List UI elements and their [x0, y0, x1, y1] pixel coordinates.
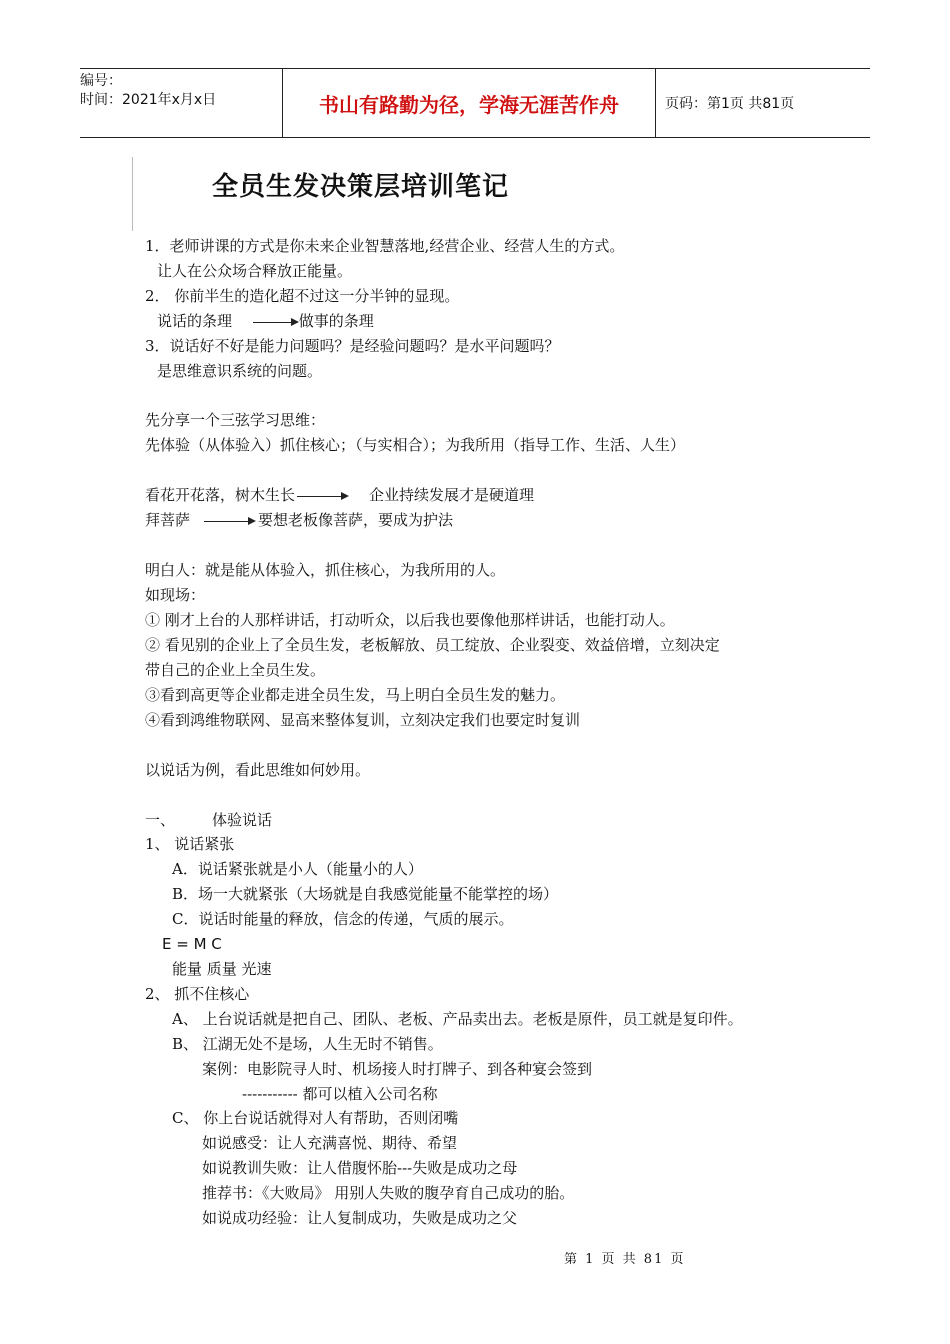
text-line: 如说教训失败：让人借腹怀胎---失败是成功之母 [202, 1159, 518, 1177]
text-line: 让人在公众场合释放正能量。 [157, 262, 353, 280]
section-number: 一、 [145, 811, 176, 829]
arrow-left-text: 说话的条理 [157, 312, 233, 330]
page-footer: 第 1 页 共 81 页 [564, 1252, 686, 1267]
arrow-right-text: 企业持续发展才是硬道理 [369, 486, 535, 504]
title-margin-bar [132, 157, 133, 231]
text-line: 1、 说话紧张 [145, 835, 235, 853]
text-line: 先分享一个三弦学习思维： [145, 411, 326, 429]
text-line: ② 看见别的企业上了全员生发，老板解放、员工绽放、企业裂变、效益倍增，立刻决定 [145, 636, 720, 654]
text-line: 先体验（从体验入）抓住核心；（与实相合）；为我所用（指导工作、生活、人生） [145, 436, 686, 454]
header-table [80, 68, 870, 138]
text-line: 带自己的企业上全员生发。 [145, 661, 326, 679]
text-line: 3．说话好不好是能力问题吗？是经验问题吗？是水平问题吗？ [145, 337, 560, 355]
header-page-info: 页码：第1页 共81页 [665, 96, 795, 112]
text-line: 明白人：就是能从体验入，抓住核心，为我所用的人。 [145, 561, 506, 579]
text-line: 如说成功经验：让人复制成功，失败是成功之父 [202, 1209, 518, 1227]
text-line: 如现场： [145, 586, 206, 604]
text-line: C、 你上台说话就得对人有帮助，否则闭嘴 [172, 1109, 459, 1127]
text-line: B．场一大就紧张（大场就是自我感觉能量不能掌控的场） [172, 885, 559, 903]
text-line: A．说话紧张就是小人（能量小的人） [172, 860, 423, 878]
right-arrow-icon [297, 491, 349, 501]
text-line: ----------- 都可以植入公司名称 [242, 1085, 438, 1103]
text-line: B、 江湖无处不是场，人生无时不销售。 [172, 1035, 443, 1053]
arrow-right-text: 做事的条理 [298, 312, 374, 330]
text-line: C．说话时能量的释放，信念的传递，气质的展示。 [172, 910, 514, 928]
document-title: 全员生发决策层培训笔记 [212, 172, 510, 202]
text-line: A、 上台说话就是把自己、团队、老板、产品卖出去。老板是原件，员工就是复印件。 [172, 1010, 743, 1028]
text-line: ④看到鸿维物联网、显高来整体复训，立刻决定我们也要定时复训 [145, 711, 581, 729]
header-motto: 书山有路勤为径，学海无涯苦作舟 [282, 69, 656, 137]
date-label: 时间：2021年x月x日 [80, 92, 217, 108]
text-line: 如说感受：让人充满喜悦、期待、希望 [202, 1134, 458, 1152]
text-line: 以说话为例，看此思维如何妙用。 [145, 761, 371, 779]
right-arrow-icon [204, 516, 256, 526]
text-line: 是思维意识系统的问题。 [157, 362, 323, 380]
text-line: 2、 抓不住核心 [145, 985, 250, 1003]
formula: E = M C [162, 935, 222, 953]
text-line: ① 刚才上台的人那样讲话，打动听众，以后我也要像他那样讲话，也能打动人。 [145, 611, 675, 629]
arrow-left-text: 看花开花落，树木生长 [145, 486, 296, 504]
text-line: 1．老师讲课的方式是你未来企业智慧落地,经营企业、经营人生的方式。 [145, 237, 625, 255]
text-line: 2． 你前半生的造化超不过这一分半钟的显现。 [145, 287, 460, 305]
text-line [157, 311, 374, 331]
text-line: 能量 质量 光速 [172, 960, 272, 978]
right-arrow-icon [253, 317, 299, 327]
header-meta [80, 69, 282, 140]
text-line [145, 510, 453, 530]
section-heading: 体验说话 [212, 811, 273, 829]
arrow-left-text: 拜菩萨 [145, 511, 191, 529]
text-line: ③看到高更等企业都走进全员生发，马上明白全员生发的魅力。 [145, 686, 566, 704]
text-line [145, 485, 534, 505]
text-line: 推荐书：《大败局》 用别人失败的腹孕育自己成功的胎。 [202, 1184, 575, 1202]
code-label: 编号： [80, 73, 122, 89]
text-line: 案例：电影院寻人时、机场接人时打牌子、到各种宴会签到 [202, 1060, 593, 1078]
arrow-right-text: 要想老板像菩萨，要成为护法 [258, 511, 454, 529]
